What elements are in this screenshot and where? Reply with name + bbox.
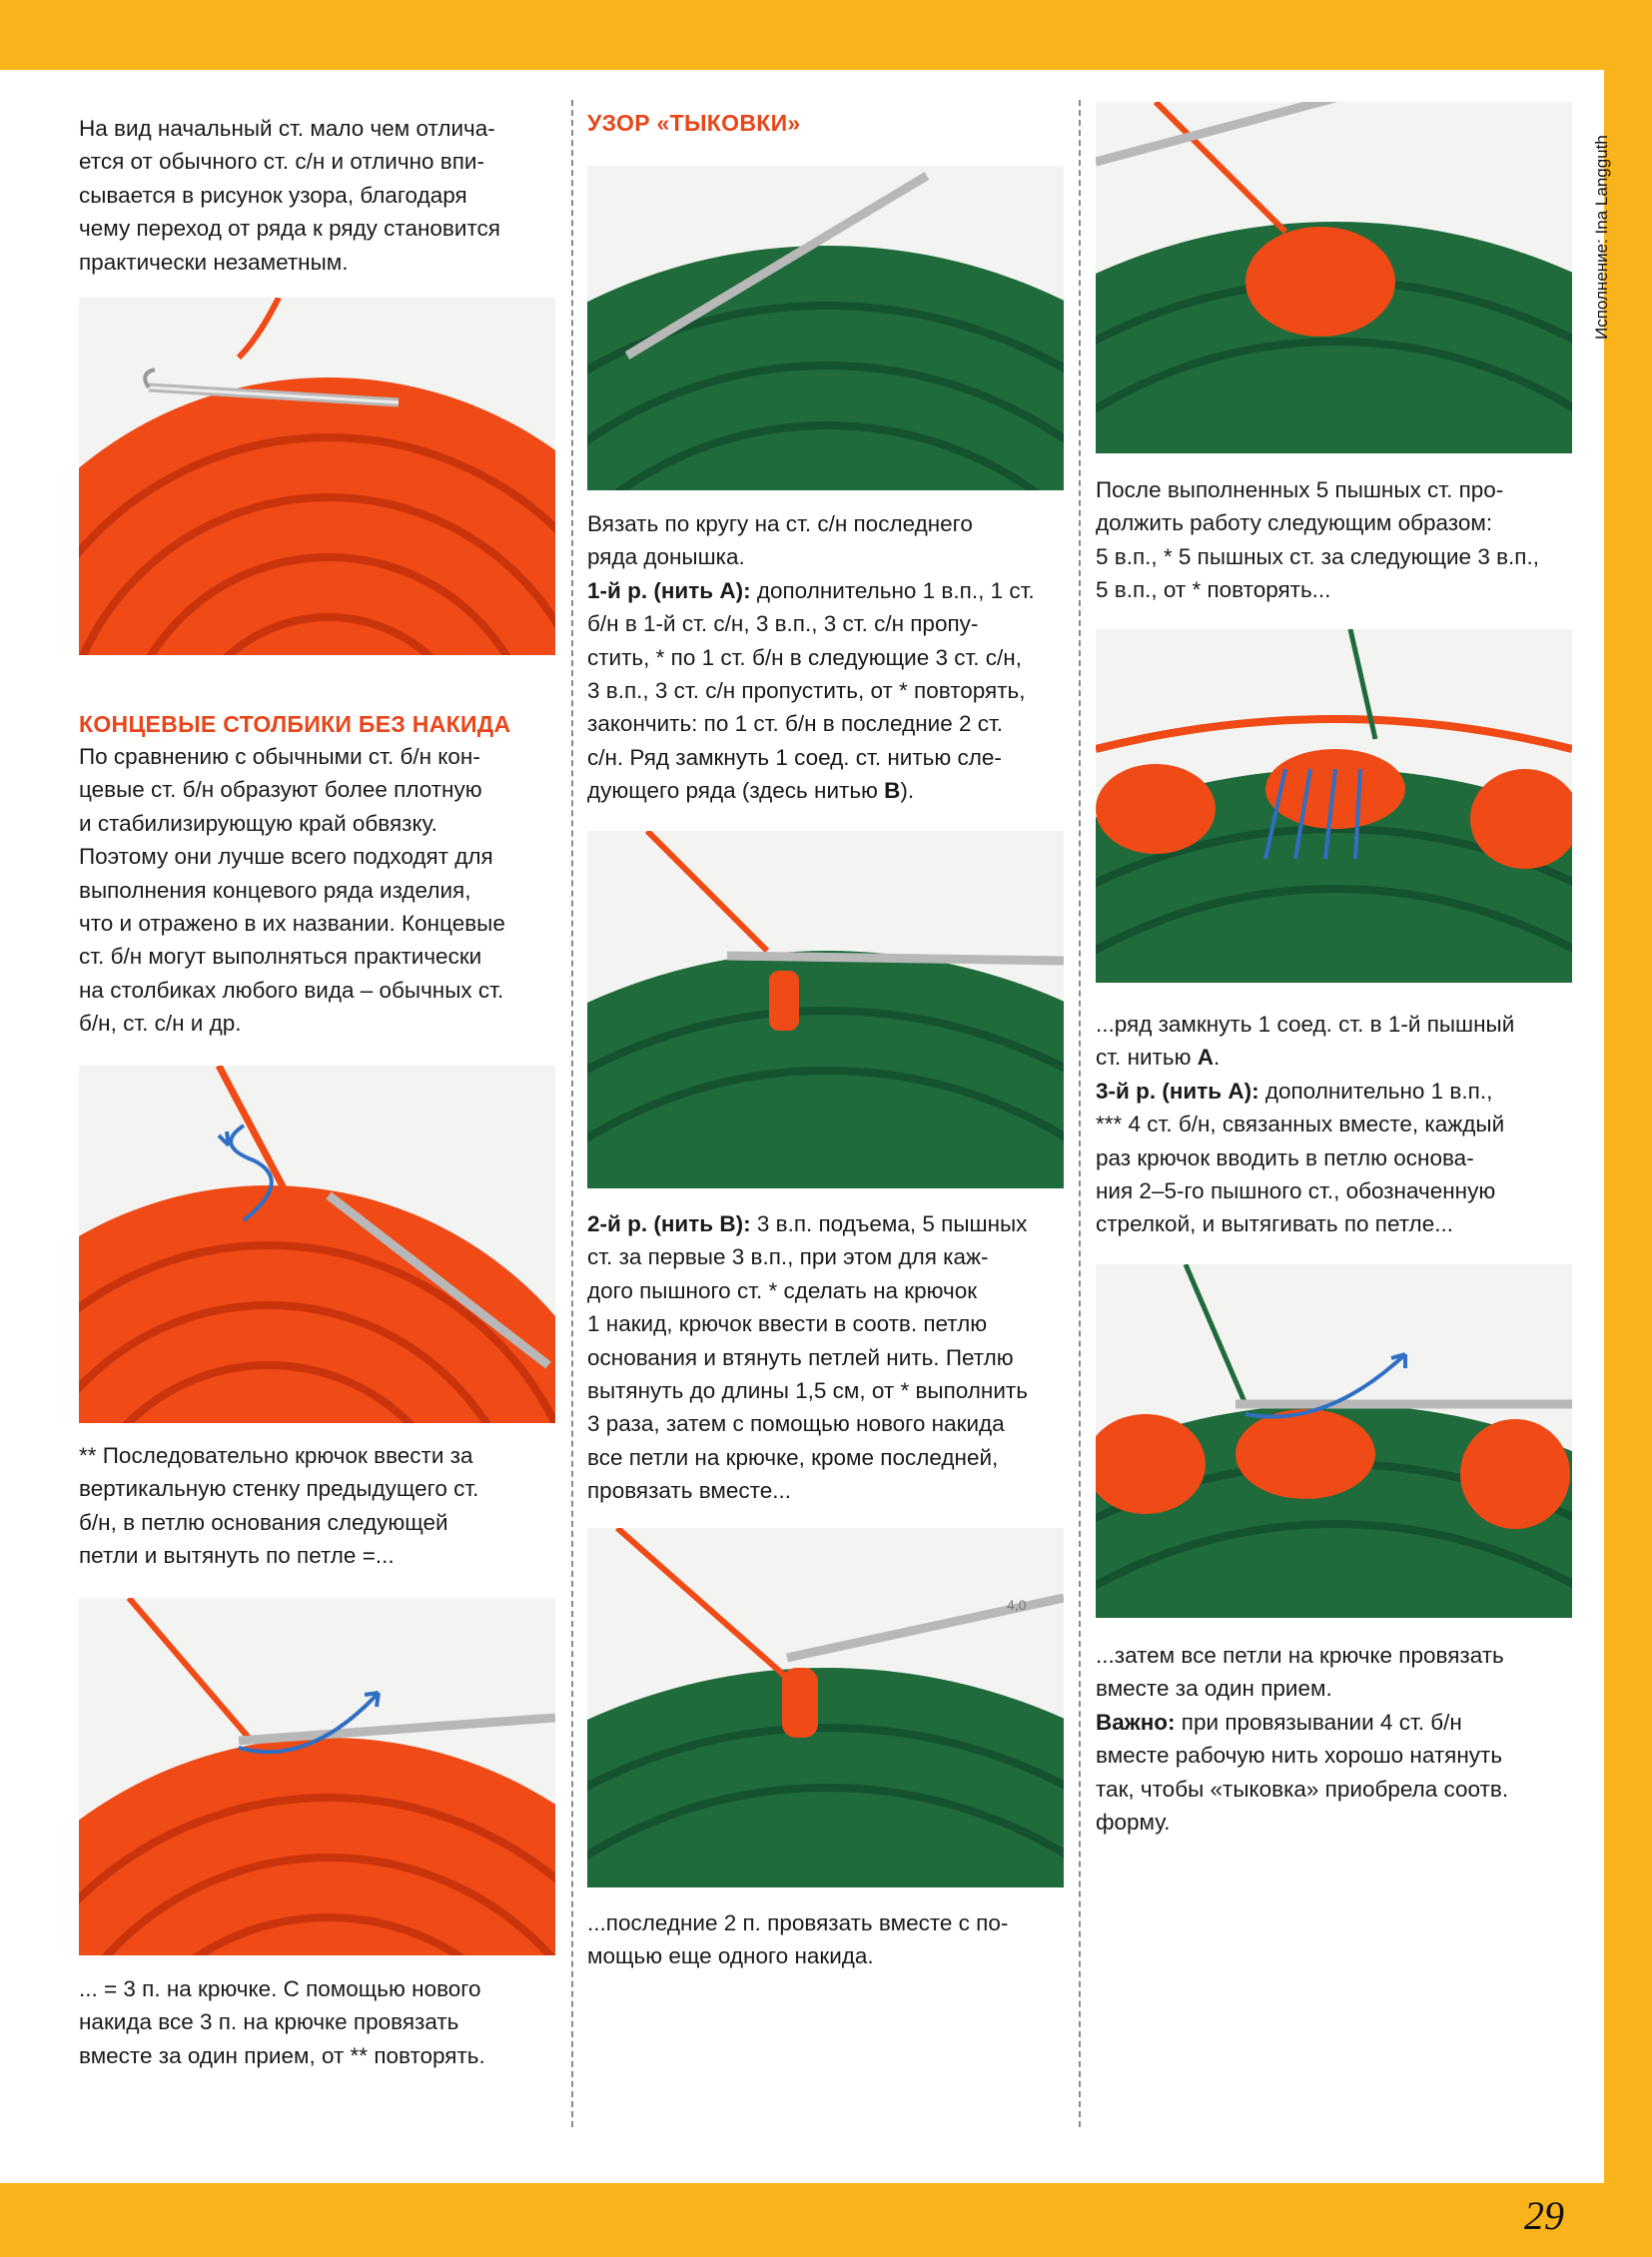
hook-size-label: 4,0: [1007, 1597, 1027, 1613]
column-divider-1: [571, 100, 573, 2127]
section-heading-pumpkins: УЗОР «ТЫКОВКИ»: [587, 110, 801, 136]
column-divider-2: [1079, 100, 1081, 2127]
photo-orange-three-loops: [79, 1598, 555, 1955]
caption-loop-insert: ** Последовательно крючок ввести за вертикальную стенку предыдущего ст. б/н, в петлю основания следующей петли и вытянуть по петле =...: [79, 1443, 479, 1569]
photo-credit: [1570, 100, 1611, 340]
after-puff-instructions: После выполненных 5 пышных ст. про- должить работу следующим образом: 5 в.п., * 5 пышных ст. за следующие 3 в.п., 5 в.п., от * повторять...: [1096, 477, 1539, 603]
page-number: 29: [1524, 2193, 1564, 2238]
pumpkin-instructions: Вязать по кругу на ст. с/н последнего ряда донышка. 1-й р. (нить А): дополнительно 1 в.п., 1 ст. б/н в 1-й ст. с/н, 3 в.п., 3 ст. с/н пропу- стить, * по 1 ст. б/н в следующие 3 ст. с/н, 3 в.п., 3 ст. с/н пропустить, от * повторять, закончить: по 1 ст. б/н в последние 2 ст. с/н. Ряд замкнуть 1 соед. ст. нитью сле- дующего ряда (здесь нитью В).: [587, 511, 1035, 804]
end-stitches-text: По сравнению с обычными ст. б/н кон- цевые ст. б/н образуют более плотную и стабилизирующую край обвязку. Поэтому они лучше всего подходят для выполнения концевого ряда изделия, что и отражено в их названии. Концевые ст. б/н могут выполняться практически на столбиках любого вида – обычных ст. б/н, ст. с/н и др.: [79, 744, 505, 1037]
intro-text: На вид начальный ст. мало чем отлича- ется от обычного ст. с/н и отлично впи- сывается в рисунок узора, благодаря чему переход от ряда к ряду становится практически незаметным.: [79, 116, 500, 275]
photo-pumpkin-puff: [1096, 102, 1572, 453]
photo-green-base: [587, 166, 1064, 490]
final-instructions: ...затем все петли на крючке провязать вместе за один прием. Важно: при провязывании 4 ст. б/н вместе рабочую нить хорошо натянуть так, чтобы «тыковка» приобрела соотв. форму.: [1096, 1643, 1509, 1836]
row2-instructions: 2-й р. (нить В): 3 в.п. подъема, 5 пышных ст. за первые 3 в.п., при этом для каж- дого пышного ст. * сделать на крючок 1 накид, крючок ввести в соотв. петлю основания и втянуть петлей нить. Петлю вытянуть до длины 1,5 см, от * выполнить 3 раза, затем с помощью нового накида все петли на крючке, кроме последней, провязать вместе...: [587, 1211, 1028, 1504]
photo-orange-circle-hook: [79, 298, 555, 655]
top-accent-bar: [0, 0, 1652, 70]
photo-green-puff-hook-4: [587, 1528, 1064, 1887]
photo-pumpkins-arrows: [1096, 629, 1572, 983]
caption-last-loops: ...последние 2 п. провязать вместе с по- мощью еще одного накида.: [587, 1910, 1009, 1969]
photo-credit-text: Исполнение: Ina Langguth: [1592, 135, 1611, 340]
photo-pumpkins-hook-loops: [1096, 1264, 1572, 1618]
photo-green-puff-start: [587, 831, 1064, 1188]
row3-instructions: ...ряд замкнуть 1 соед. ст. в 1-й пышный ст. нитью А. 3-й р. (нить А): дополнительно 1 в.п., *** 4 ст. б/н, связанных вместе, каждый раз крючок вводить в петлю основа- ния 2–5-го пышного ст., обозначенную стрелкой, и вытягивать по петле...: [1096, 1012, 1515, 1237]
section-heading-end-stitches: КОНЦЕВЫЕ СТОЛБИКИ БЕЗ НАКИДА: [79, 711, 511, 737]
bottom-accent-bar: [0, 2183, 1652, 2257]
photo-orange-edge-arrow: [79, 1066, 555, 1423]
caption-three-loops: ... = 3 п. на крючке. С помощью нового накида все 3 п. на крючке провязать вместе за один прием, от ** повторять.: [79, 1976, 485, 2068]
